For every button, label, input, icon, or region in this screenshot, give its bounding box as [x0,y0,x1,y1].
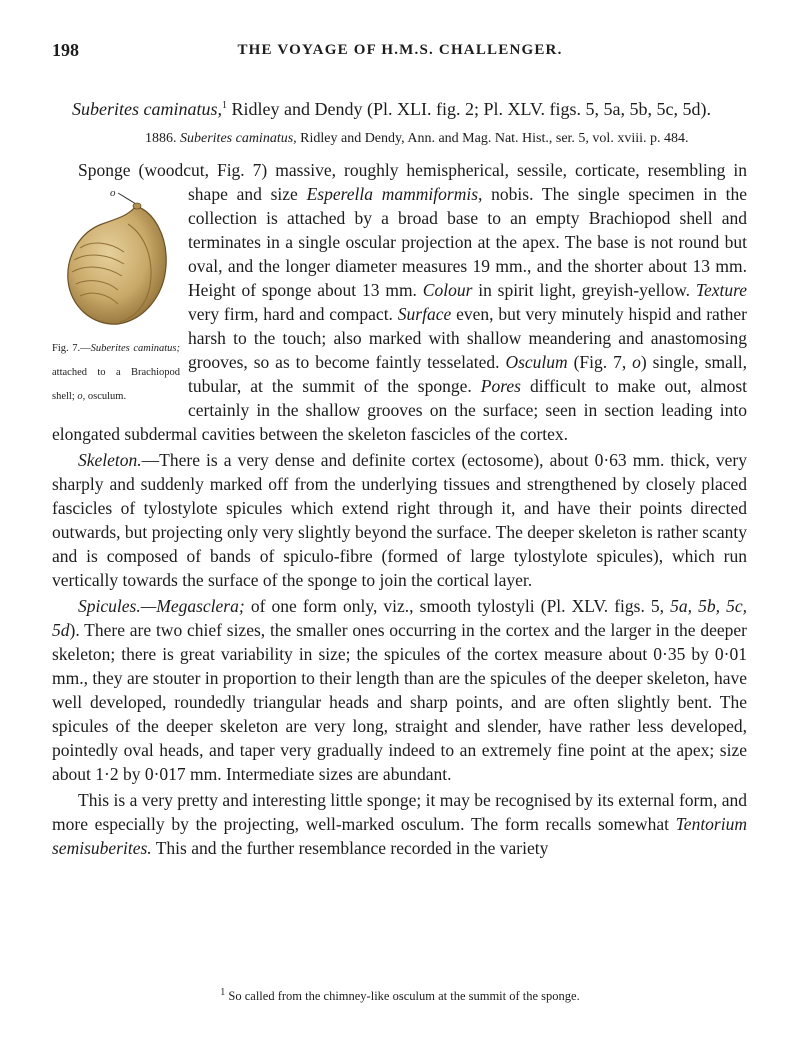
spicules-paragraph: Spicules.—Megasclera; of one form only, viz., smooth tylostyli (Pl. XLV. figs. 5, 5a, 5b, 5c, 5d). There are two chief sizes, the smaller ones occurring in the cortex and the larger in the deeper skeleton; there is great variability in size; the spicules of the cortex measure about 0·35 by 0·01 mm., they are stouter in proportion to their length than are the spicules of the deeper skeleton, have well developed, roundedly triangular heads and sharp points, and are often slightly bent. The spicules of the deeper skeleton are very long, straight and slender, have rather less developed, pointedly oval heads, and taper very gradually indeed to an extremely fine point at the apex; size about 1·2 by 0·017 mm. Intermediate sizes are abundant. [52,596,748,784]
species-name: Suberites caminatus, [72,99,222,119]
figure-7 [52,184,180,405]
synonymy-reference [52,129,747,148]
skeleton-label: Skeleton. [78,450,142,470]
spicules-label: Spicules.—Megasclera; [78,596,245,616]
remarks-paragraph: This is a very pretty and interesting little sponge; it may be recognised by its external form, and more especially by the projecting, well-marked osculum. The form recalls somewhat Tentorium semisuberites. This and the further resemblance recorded in the variety [52,790,747,858]
osculum-label: Osculum [505,352,568,372]
species-mention: Esperella mammiformis, [306,184,483,204]
colour-label: Colour [422,280,473,300]
osculum-label: o [110,187,116,199]
species-heading [52,95,747,123]
reference-year: 1886. [145,131,177,146]
footnote: $^1$ So called from the chimney-like osculum at the summit of the sponge. [220,986,580,1003]
sponge-illustration [58,184,178,329]
description-paragraph: Sponge (woodcut, Fig. 7) massive, roughly hemispherical, sessile, corticate, resembling in shape and size Esperella mammiformis, o Fig. 7.—Suberites caminatus; attached to a Brachiopod shell; o, osculum. nobis. The single specimen in the collection is attached by a broad base to an empty Brachiopod shell and terminates in a single oscular projection at the apex. The base is not round but oval, and the longer diameter measures 19 mm., and the shorter about 13 mm. Height of sponge about 13 mm. Colour in spirit light, greyish-yellow. Texture very firm, hard and compact. Surface even, but very minutely hispid and rather harsh to the touch; also marked with shallow meandering and anastomosing grooves, so as to become faintly tesselated. Osculum (Fig. 7, o) single, small, tubular, at the summit of the sponge. Pores difficult to make out, almost certainly in the shallow grooves on the surface; seen in section leading into elongated subdermal cavities between the skeleton fascicles of the cortex. [52,160,748,444]
skeleton-paragraph: Skeleton.—There is a very dense and definite cortex (ectosome), about 0·63 mm. thick, very sharply and suddenly marked off from the underlying tissues and strengthened by closely placed fascicles of tylostylote spicules which extend right through it, and have their points directed outwards, but projecting only very slightly beyond the surface. The deeper skeleton is rather scanty and is composed of bands of spiculo-fibre (formed of large tylostylote spicules), which run vertically towards the surface of the sponge to join the cortical layer. [52,450,747,590]
reference-citation: Ridley and Dendy, Ann. and Mag. Nat. Hist., ser. 5, vol. xviii. p. 484. [300,131,689,146]
page-number: 198 [52,40,79,60]
figure-caption: Fig. 7.—Suberites caminatus; attached to a Brachiopod shell; o, osculum. [52,343,180,402]
reference-species: Suberites caminatus, [180,131,297,146]
surface-label: Surface [397,304,452,324]
page-header [52,40,748,64]
species-mention: Tentorium semisuberites. [52,814,747,858]
species-authors: Ridley and Dendy (Pl. XLI. fig. 2; Pl. XLV. figs. 5, 5a, 5b, 5c, 5d). [231,99,711,119]
texture-label: Texture [695,280,748,300]
body-text [52,95,747,860]
footnote-mark: 1 [222,100,227,111]
running-title: THE VOYAGE OF H.M.S. CHALLENGER. [237,42,563,58]
pores-label: Pores [480,376,521,396]
